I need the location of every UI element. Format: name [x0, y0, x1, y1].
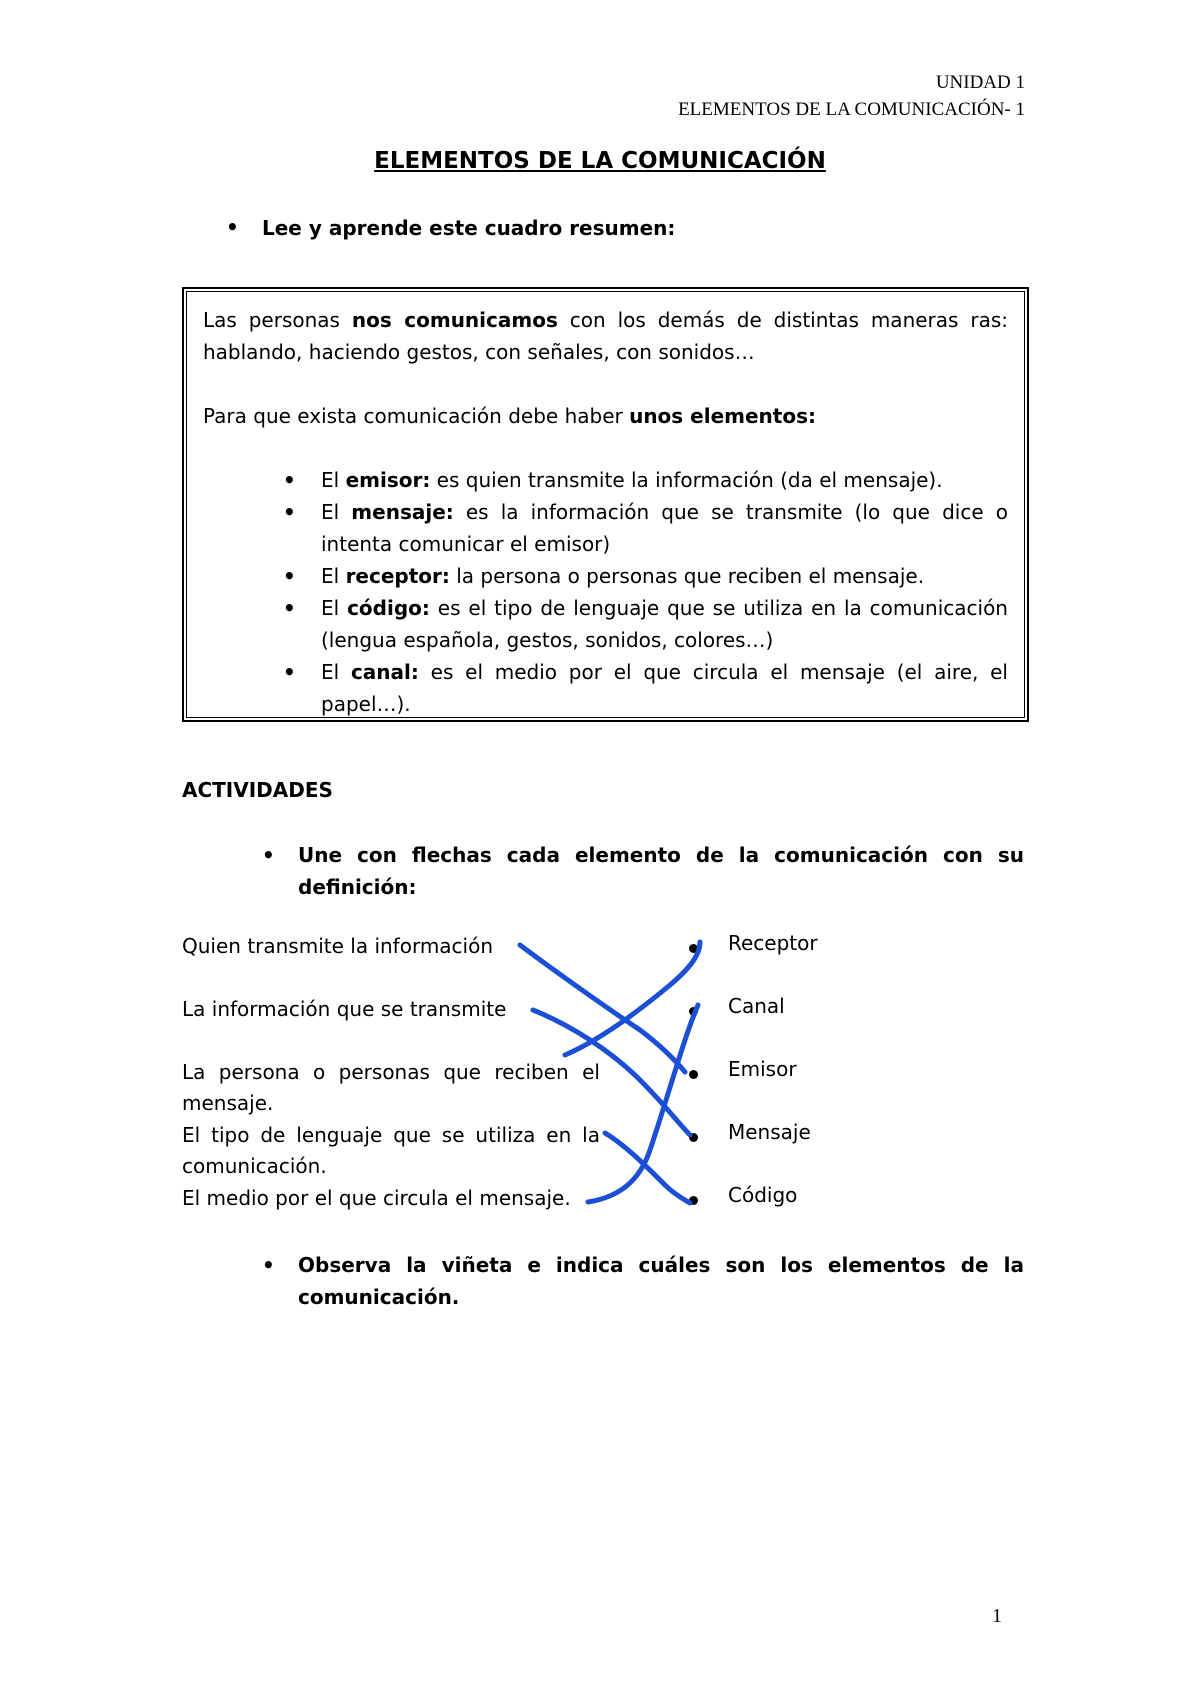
term-emisor: Emisor	[728, 1057, 797, 1081]
item-text: es quien transmite la información (da el mensaje).	[430, 468, 943, 492]
item-term: canal:	[350, 660, 419, 684]
item-text: es el tipo de lenguaje que se utiliza en la comunicación (lengua española, gestos, sonidos, colores…)	[321, 596, 1008, 652]
item-term: emisor:	[345, 468, 431, 492]
item-pre: El	[321, 596, 348, 620]
vignette-instruction: • Observa la viñeta e indica cuáles son los elementos de la comunicación.	[298, 1249, 1024, 1313]
definition-item: El medio por el que circula el mensaje.	[182, 1186, 571, 1210]
definition-item: El tipo de lenguaje que se utiliza en la comunicación.	[182, 1123, 600, 1178]
page-number: 1	[992, 1605, 1002, 1627]
term-canal: Canal	[728, 994, 785, 1018]
header-topic: ELEMENTOS DE LA COMUNICACIÓN- 1	[678, 99, 1025, 120]
item-pre: El	[321, 564, 346, 588]
page-title: ELEMENTOS DE LA COMUNICACIÓN	[374, 148, 826, 174]
definition-item: Quien transmite la información	[182, 934, 494, 958]
item-text: la persona o personas que reciben el mensaje.	[449, 564, 925, 588]
activities-heading: ACTIVIDADES	[182, 778, 333, 802]
term-codigo: Código	[728, 1183, 798, 1207]
summary-p2-bold: unos elementos:	[629, 404, 816, 428]
definition-item: La persona o personas que reciben el mensaje.	[182, 1060, 600, 1115]
header-unit: UNIDAD 1	[935, 72, 1025, 93]
item-term: código:	[347, 596, 430, 620]
item-term: mensaje:	[351, 500, 454, 524]
term-receptor: Receptor	[728, 931, 818, 955]
summary-p1-post: con los demás de distintas maneras ras: hablando, haciendo gestos, con señales, con sonidos…	[203, 308, 1008, 364]
term-mensaje: Mensaje	[728, 1120, 811, 1144]
summary-p1-bold: nos comunicamos	[351, 308, 558, 332]
item-pre: El	[321, 660, 351, 684]
item-term: receptor:	[345, 564, 450, 588]
item-text: es la información que se transmite (lo que dice o intenta comunicar el emisor)	[321, 500, 1008, 556]
intro-instruction: • Lee y aprende este cuadro resumen:	[262, 216, 675, 240]
item-pre: El	[321, 468, 346, 492]
matching-instruction: • Une con flechas cada elemento de la comunicación con su definición:	[298, 839, 1024, 903]
item-text: es el medio por el que circula el mensaje (el aire, el papel…).	[321, 660, 1008, 716]
item-pre: El	[321, 500, 352, 524]
match-line	[520, 945, 685, 1072]
summary-p2-pre: Para que exista comunicación debe haber	[203, 404, 630, 428]
summary-p1-pre: Las personas	[203, 308, 352, 332]
definition-item: La información que se transmite	[182, 997, 507, 1021]
